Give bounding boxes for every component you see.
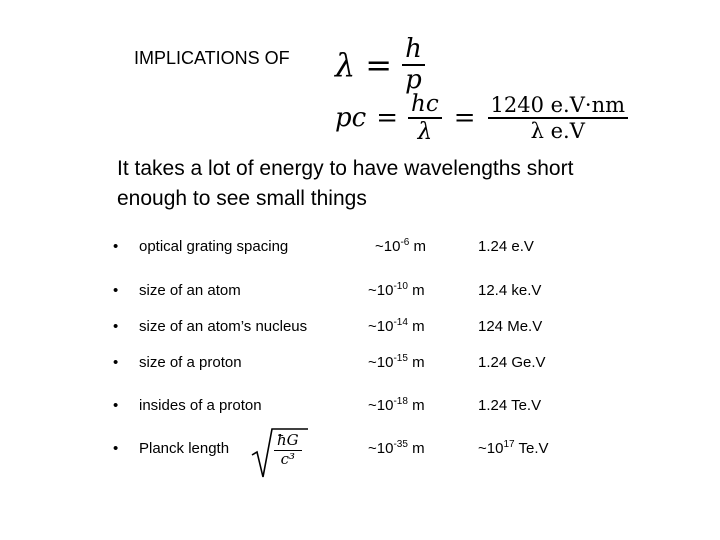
bullet: • bbox=[113, 397, 119, 414]
bullet: • bbox=[113, 318, 119, 335]
eq2-denominator-2: λ e.V bbox=[530, 119, 585, 144]
eq1-denominator: p bbox=[405, 65, 422, 96]
length-scale bbox=[368, 282, 425, 299]
size-exponent: -15 bbox=[393, 353, 408, 364]
size-prefix: ~10 bbox=[368, 354, 394, 371]
size-unit: m bbox=[407, 354, 425, 371]
length-scale bbox=[368, 318, 425, 335]
equation-momentum-energy bbox=[335, 92, 628, 144]
list-item bbox=[113, 354, 593, 378]
list-item bbox=[113, 318, 593, 342]
energy-scale: 124 Me.V bbox=[478, 318, 543, 335]
planck-denominator: c³ bbox=[280, 449, 296, 468]
list-item bbox=[113, 397, 593, 421]
bullet: • bbox=[113, 440, 119, 457]
list-item bbox=[113, 238, 593, 262]
title-text: IMPLICATIONS OF bbox=[134, 48, 290, 68]
eq1-numerator: h bbox=[405, 34, 422, 64]
energy-prefix: ~10 bbox=[478, 440, 504, 457]
size-unit: m bbox=[407, 282, 425, 299]
eq2-numerator-2: 1240 e.V·nm bbox=[490, 93, 626, 118]
size-exponent: -10 bbox=[393, 281, 408, 292]
planck-length-formula bbox=[250, 425, 310, 481]
size-unit: m bbox=[407, 318, 425, 335]
size-unit: m bbox=[407, 440, 425, 457]
planck-numerator: ħG bbox=[277, 431, 299, 449]
size-prefix: ~10 bbox=[368, 318, 394, 335]
scale-label: size of an atom’s nucleus bbox=[139, 318, 308, 335]
scale-label: Planck length bbox=[139, 440, 230, 457]
eq1-lhs: λ bbox=[335, 46, 356, 85]
size-prefix: ~10 bbox=[375, 238, 401, 255]
eq2-fraction-2 bbox=[488, 94, 629, 142]
energy-scale: 1.24 Ge.V bbox=[478, 354, 546, 371]
bullet: • bbox=[113, 354, 119, 371]
subtitle: It takes a lot of energy to have wavelengths short enough to see small things bbox=[117, 157, 574, 210]
eq2-fraction-1 bbox=[408, 92, 442, 144]
size-exponent: -14 bbox=[393, 317, 408, 328]
length-scale bbox=[368, 397, 425, 414]
energy-exponent: 17 bbox=[503, 439, 515, 450]
length-scale bbox=[368, 354, 425, 371]
list-item bbox=[113, 282, 593, 306]
scale-label: size of an atom bbox=[139, 282, 241, 299]
energy-scale: 12.4 ke.V bbox=[478, 282, 542, 299]
bullet: • bbox=[113, 282, 119, 299]
size-prefix: ~10 bbox=[368, 397, 394, 414]
energy-scale: 1.24 Te.V bbox=[478, 397, 542, 414]
size-prefix: ~10 bbox=[368, 440, 394, 457]
size-unit: m bbox=[407, 397, 425, 414]
size-exponent: -18 bbox=[393, 396, 408, 407]
equation-lambda bbox=[335, 36, 425, 95]
energy-unit: Te.V bbox=[514, 440, 549, 457]
bullet: • bbox=[113, 238, 119, 255]
eq1-fraction bbox=[402, 36, 425, 95]
size-prefix: ~10 bbox=[368, 282, 394, 299]
size-exponent: -6 bbox=[400, 237, 410, 248]
eq2-equals-1: = bbox=[376, 103, 399, 134]
planck-fraction bbox=[274, 433, 302, 468]
eq2-lhs: pc bbox=[335, 103, 367, 134]
length-scale bbox=[368, 440, 425, 457]
list-item bbox=[113, 440, 593, 464]
eq2-equals-2: = bbox=[453, 103, 476, 134]
scale-label: size of a proton bbox=[139, 354, 242, 371]
size-unit: m bbox=[409, 238, 427, 255]
scale-label: insides of a proton bbox=[139, 397, 262, 414]
eq1-equals: = bbox=[365, 46, 393, 85]
energy-scale: 1.24 e.V bbox=[478, 238, 534, 255]
length-scale bbox=[375, 238, 426, 255]
scale-label: optical grating spacing bbox=[139, 238, 289, 255]
size-exponent: -35 bbox=[393, 439, 408, 450]
eq2-numerator-1: hc bbox=[411, 91, 439, 117]
energy-scale bbox=[478, 440, 549, 457]
eq2-denominator-1: λ bbox=[417, 119, 433, 146]
